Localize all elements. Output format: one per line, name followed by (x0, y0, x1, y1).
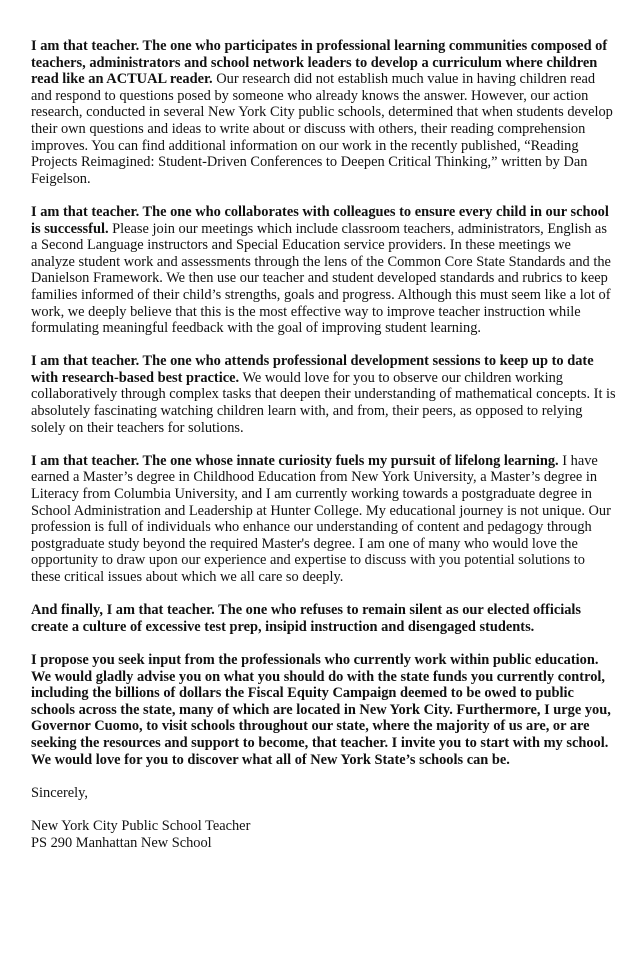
paragraph-lead: I am that teacher. The one who participates in professional learning communities composed of teachers, administrators and school network leaders to develop a curriculum where children read like an ACTUAL reader. (31, 38, 608, 88)
paragraph-lead: I am that teacher. The one whose innate curiosity fuels my pursuit of lifelong learning. (31, 452, 559, 469)
paragraph-lead: I am that teacher. The one who collaborates with colleagues to ensure every child in our school is successful. (31, 203, 609, 237)
signature-block (31, 818, 616, 851)
letter-body (31, 38, 616, 851)
paragraph-professional-learning (31, 38, 616, 187)
paragraph-text: Our research did not establish much value in having children read and respond to questions posed by someone who already knows the answer. However, our action research, conducted in several New York City public schools, determined that when students develop their own questions and ideas to write about or discuss with others, their reading comprehension improves. You can find additional information on our work in the recently published, “Reading Projects Reimagined: Student-Driven Conferences to Deepen Critical Thinking,” written by Dan Feigelson. (31, 71, 613, 187)
paragraph-lifelong-learning (31, 453, 616, 586)
paragraph-lead: And finally, I am that teacher. The one who refuses to remain silent as our elected officials create a culture of excessive test prep, insipid instruction and disengaged students. (31, 602, 582, 635)
paragraph-proposal (31, 652, 616, 768)
signature-title: New York City Public School Teacher (31, 817, 251, 834)
paragraph-lead: I am that teacher. The one who attends professional development sessions to keep up to date with research-based best practice. (31, 353, 594, 386)
paragraph-text: Please join our meetings which include classroom teachers, administrators, English as a Second Language instructors and Special Education service providers. In these meetings we analyze student work and assessments through the lens of the Common Core State Standards and the Danielson Framework. We then use our teacher and student developed standards and rubrics to keep families informed of their child’s strengths, goals and progress. Although this must seem like a lot of work, we deeply believe that this is the most effective way to improve teacher instruction while formulating meaningful feedback with the goal of improving student learning. (31, 220, 611, 337)
paragraph-professional-development (31, 353, 616, 436)
paragraph-text: I have earned a Master’s degree in Childhood Education from New York University, a Master’s degree in Literacy from Columbia University, and I am currently working towards a postgraduate degree in School Administration and Leadership at Hunter College. My educational journey is not unique. Our profession is full of individuals who enhance our understanding of content and pedagogy through postgraduate study beyond the required Master's degree. I am one of many who would love the opportunity to draw upon our experience and expertise to discuss with you potential solutions to these critical issues about which we all care so deeply. (31, 452, 611, 585)
paragraph-text: We would love for you to observe our children working collaboratively through complex tasks that deepen their understanding of mathematical concepts. It is absolutely fascinating watching children learn with, and from, their peers, as opposed to relying solely on their teachers for solutions. (31, 369, 616, 436)
paragraph-refuse-silence (31, 602, 616, 635)
signature-school: PS 290 Manhattan New School (31, 834, 212, 851)
closing-salutation: Sincerely, (31, 784, 89, 801)
paragraph-collaboration (31, 204, 616, 337)
paragraph-lead: I propose you seek input from the professionals who currently work within public education. We would gladly advise you on what you should do with the state funds you currently control, including the billions of dollars the Fiscal Equity Campaign deemed to be owed to public schools across the state, many of which are located in New York City. Furthermore, I urge you, Governor Cuomo, to visit schools throughout our state, where the majority of us are, or are seeking the resources and support to become, that teacher. I invite you to start with my school. We would love for you to discover what all of New York State’s schools can be. (31, 651, 611, 768)
